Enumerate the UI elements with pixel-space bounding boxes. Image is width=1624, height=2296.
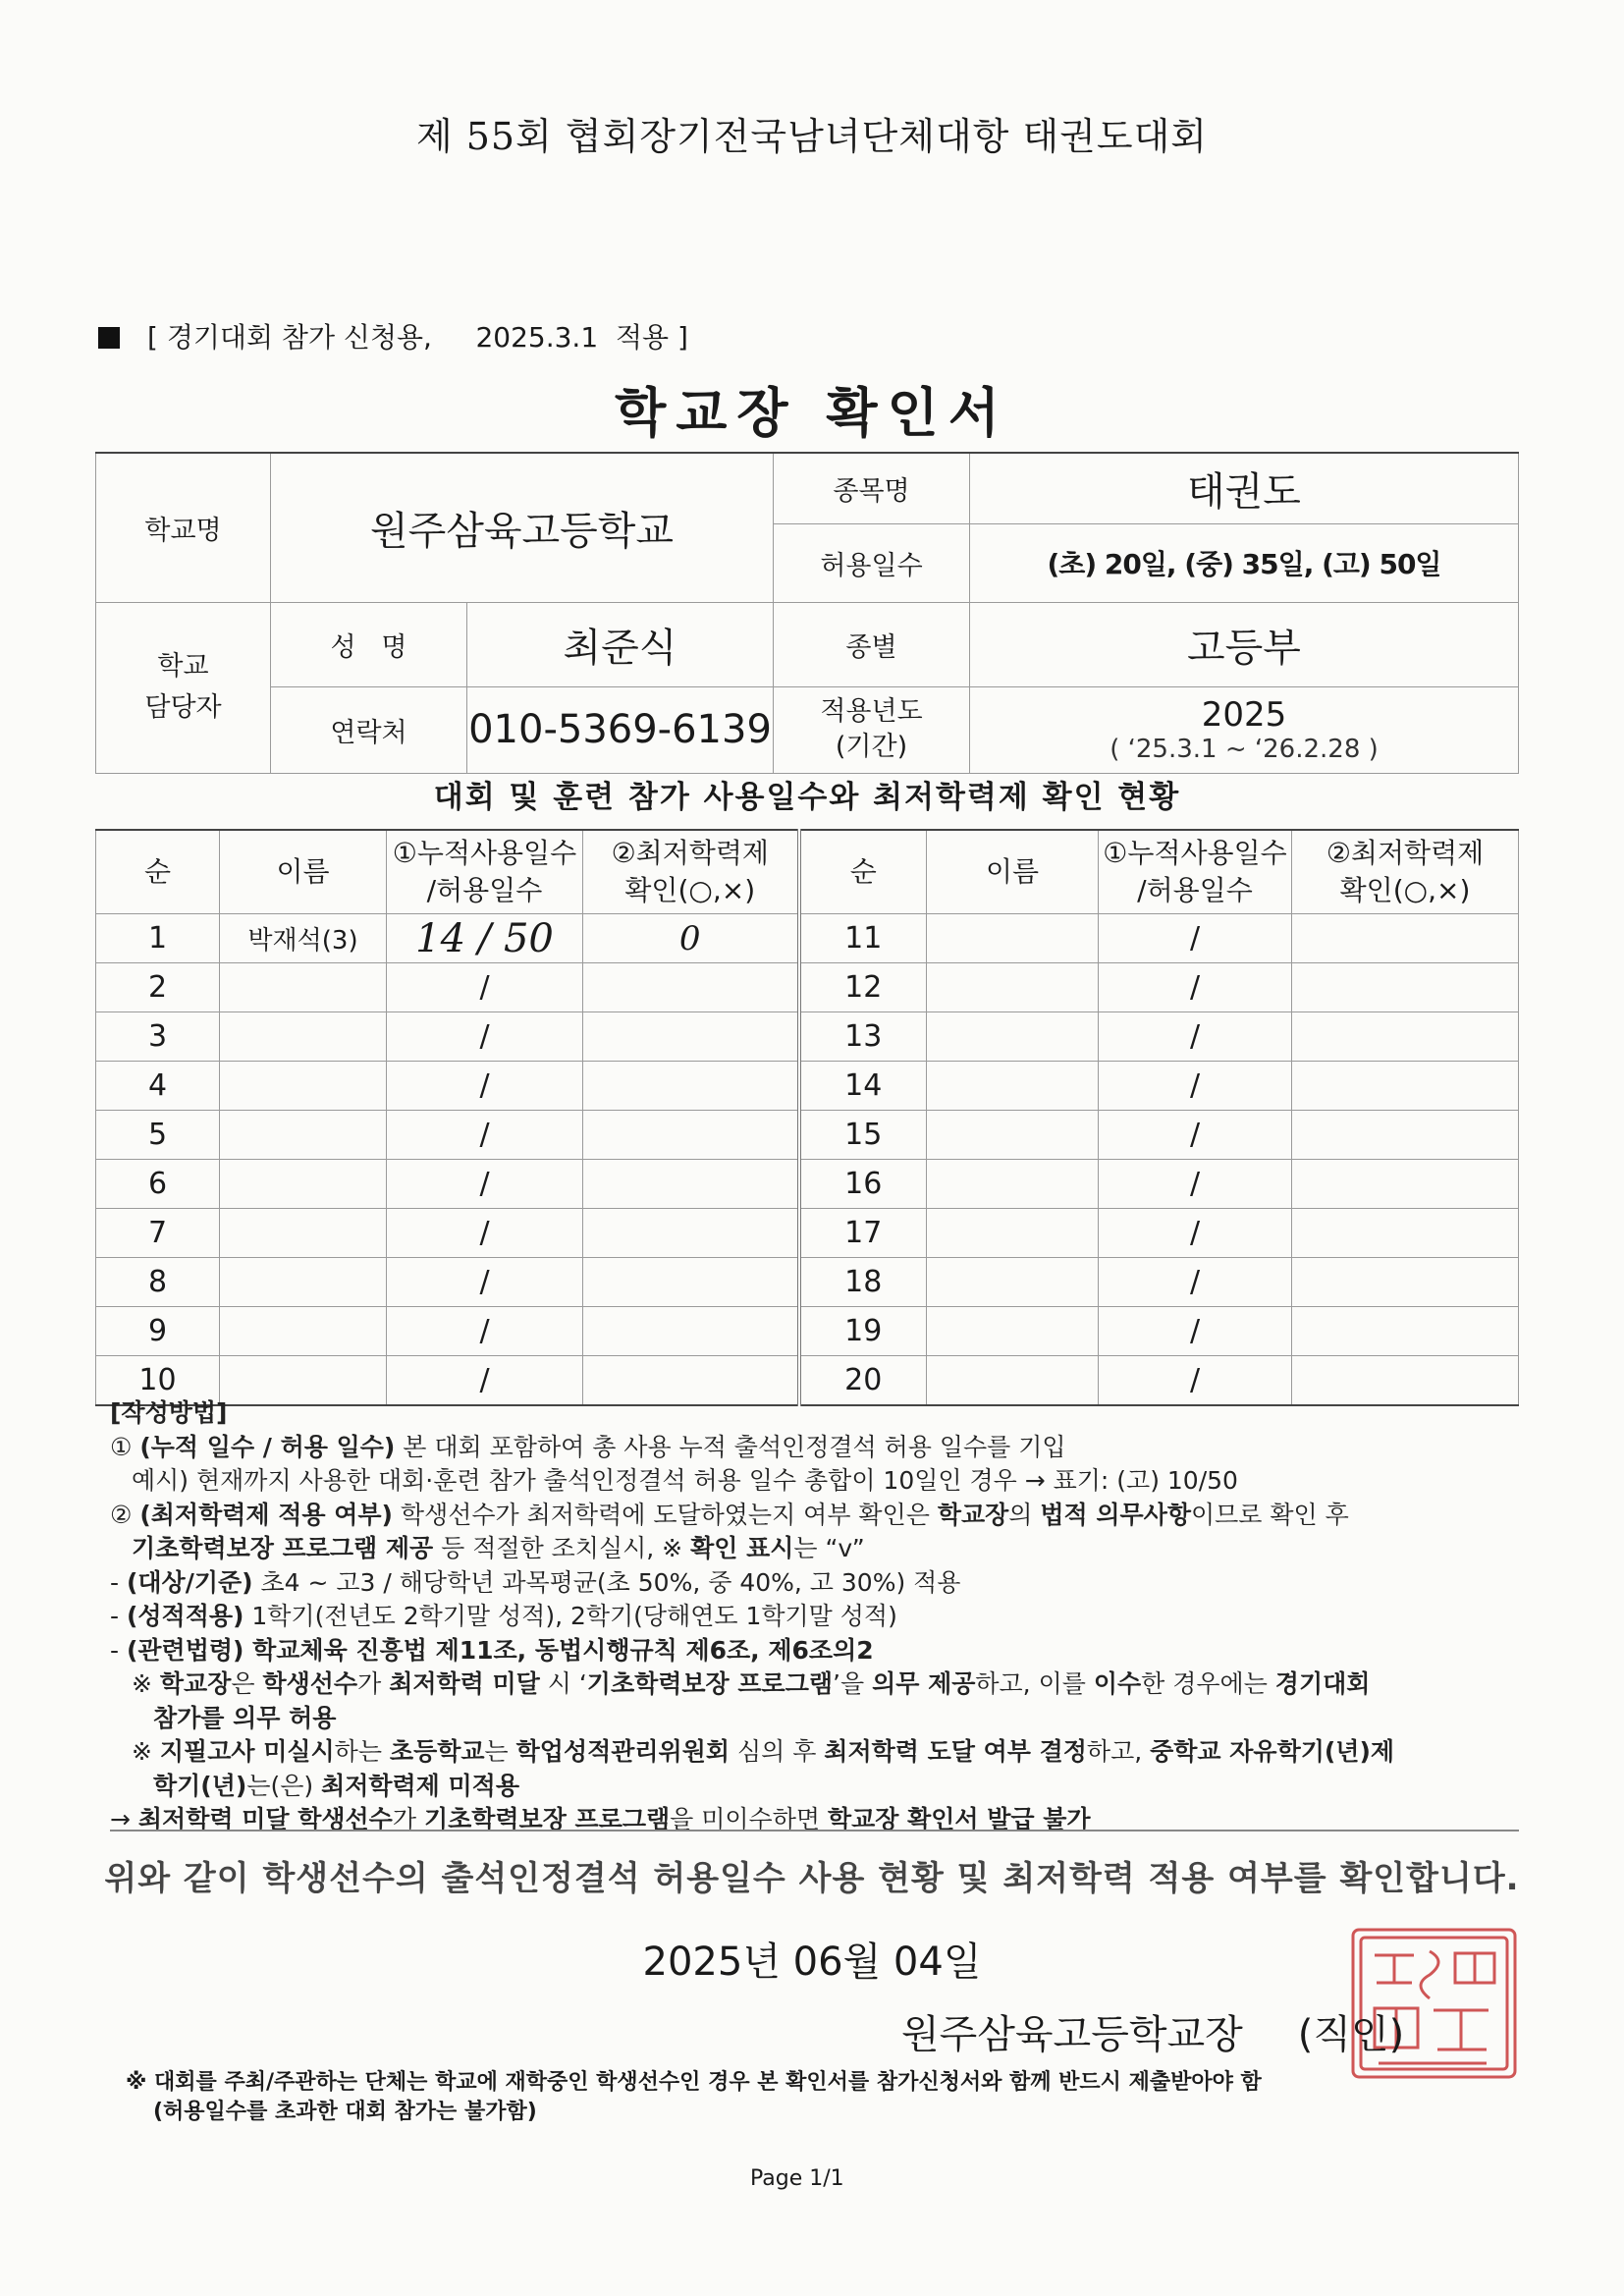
page-number: Page 1/1 [750,2166,844,2191]
roster-table [95,829,1519,1406]
instruction-line [110,1634,1524,1668]
row-academic-2 [1292,1012,1519,1062]
table-row [96,1012,1519,1062]
row-days-2: / [1099,1307,1292,1356]
row-days-2: / [1099,1209,1292,1258]
seal-label: (직인) [1297,2012,1405,2057]
row-academic [583,1111,799,1160]
footnote [126,2068,1520,2127]
document-title: 학교장 확인서 [615,382,1009,444]
row-no: 8 [96,1258,220,1307]
school-info-table [95,452,1519,774]
square-bullet-icon [98,327,120,349]
instruction-bold: 의무 제공 [872,1669,976,1698]
row-name-2 [927,1012,1099,1062]
instruction-text: ② [110,1500,140,1529]
row-days: / [387,1356,583,1406]
row-days-2: / [1099,1062,1292,1111]
row-name [220,1160,387,1209]
row-days: / [387,1258,583,1307]
apply-year-cell [970,686,1519,773]
col-academic-header-2: ②최저학력제 확인(○,×) [1292,830,1519,914]
instruction-bold: (관련법령) 학교체육 진흥법 제11조, 동법시행규칙 제6조, 제6조의2 [126,1635,874,1665]
row-academic-2 [1292,1307,1519,1356]
instruction-bold: 학생선수 [262,1669,358,1698]
instruction-text: 가 [357,1669,390,1698]
row-days: / [387,1160,583,1209]
row-days-2: / [1099,1258,1292,1307]
instruction-line [110,1600,1524,1634]
row-academic-2 [1292,1160,1519,1209]
col-days-header-2: ①누적사용일수 /허용일수 [1099,830,1292,914]
row-name-2 [927,1111,1099,1160]
row-academic [583,1258,799,1307]
instruction-line [110,1667,1524,1702]
row-academic-2 [1292,963,1519,1012]
instruction-line [110,1431,1524,1465]
school-name-label: 학교명 [96,453,271,602]
instruction-bold: (누적 일수 / 허용 일수) [139,1432,396,1461]
row-academic [583,1062,799,1111]
row-days-2: / [1099,963,1292,1012]
principal-title: 원주삼육고등학교장 [901,2012,1243,2057]
row-no: 5 [96,1111,220,1160]
instruction-text: ① [110,1432,140,1461]
table-row [96,1111,1519,1160]
col-no-header-2: 순 [799,830,927,914]
instruction-bold: 학업성적관리위원회 [515,1737,730,1766]
row-no: 7 [96,1209,220,1258]
row-name [220,1307,387,1356]
row-no: 1 [96,914,220,963]
instruction-text: 는 “v” [793,1534,865,1562]
row-academic [583,1307,799,1356]
row-academic-2 [1292,914,1519,963]
division-label: 종별 [774,602,970,686]
row-name [220,1258,387,1307]
row-name-2 [927,914,1099,963]
staff-name: 최준식 [467,602,774,686]
instruction-text: 을 미이수하면 [670,1805,828,1833]
row-name [220,1111,387,1160]
instruction-text: - [110,1635,127,1665]
row-no-2: 14 [799,1062,927,1111]
apply-year: 2025 [1201,695,1287,735]
allowed-days-label: 허용일수 [774,523,970,602]
instruction-bold: 기초학력보장 프로그램 [586,1669,834,1698]
instruction-bold: 지필고사 미실시 [159,1737,335,1766]
instruction-bold: 학교장 [937,1500,1009,1529]
row-no-2: 18 [799,1258,927,1307]
row-name [220,1012,387,1062]
apply-period: ( ‘25.3.1 ~ ‘26.2.28 ) [1110,735,1379,764]
instruction-text: 하는 [334,1737,390,1766]
instruction-line [110,1499,1524,1533]
instruction-bold: 학교장 [159,1669,232,1698]
instruction-bold: 중학교 자유학기(년)제 [1150,1737,1395,1766]
row-no: 3 [96,1012,220,1062]
instruction-bold: 이수 [1093,1669,1142,1698]
row-name-2 [927,1062,1099,1111]
instruction-bold: 최저학력 미달 학생선수 [137,1805,393,1833]
row-name [220,1209,387,1258]
footnote-line: (허용일수를 초과한 대회 참가는 불가함) [153,2100,537,2124]
instruction-bold: 초등학교 [389,1737,485,1766]
col-name-header-2: 이름 [927,830,1099,914]
row-name-2 [927,1307,1099,1356]
instruction-text: → [110,1805,138,1833]
instruction-bold: (최저학력제 적용 여부) [139,1500,393,1529]
form-meta-text: [ 경기대회 참가 신청용, 2025.3.1 적용 ] [147,321,688,354]
row-days-2: / [1099,1160,1292,1209]
division-value: 고등부 [970,602,1519,686]
instruction-text: 가 [392,1805,424,1833]
instruction-text: 본 대회 포함하여 총 사용 누적 출석인정결석 허용 일수를 기입 [395,1432,1066,1461]
row-days: / [387,963,583,1012]
staff-label: 학교 담당자 [96,602,271,773]
instruction-bold: 확인 표시 [690,1534,794,1562]
school-name: 원주삼육고등학교 [271,453,774,602]
allowed-days-value: (초) 20일, (중) 35일, (고) 50일 [970,523,1519,602]
table-row [96,1160,1519,1209]
instruction-bold: 기초학력보장 프로그램 [423,1805,671,1833]
issue-date: 2025년 06월 04일 [642,1940,982,1985]
row-days-2: / [1099,1111,1292,1160]
footnote-line: ※ 대회를 주최/주관하는 단체는 학교에 재학중인 학생선수인 경우 본 확인서를 참가신청서와 함께 반드시 제출받아야 함 [126,2070,1262,2095]
row-days-2: / [1099,1356,1292,1406]
row-name-2 [927,1209,1099,1258]
instruction-bold: 최저학력 미달 [389,1669,540,1698]
sport-value: 태권도 [970,453,1519,523]
row-no-2: 20 [799,1356,927,1406]
row-name-2 [927,963,1099,1012]
sport-label: 종목명 [774,453,970,523]
instruction-line [110,1803,1524,1837]
row-days: / [387,1012,583,1062]
instruction-text: - [110,1567,127,1597]
table-row [96,1307,1519,1356]
table-row [96,1258,1519,1307]
row-no: 6 [96,1160,220,1209]
row-days: / [387,1062,583,1111]
instruction-text: 는(은) [246,1771,322,1800]
row-academic [583,963,799,1012]
instruction-text: 초4 ~ 고3 / 해당학년 과목평균(초 50%, 중 40%, 고 30%) 적용 [252,1567,961,1597]
instruction-line [110,1770,1524,1804]
instruction-text: 는 [484,1737,516,1766]
form-meta [98,316,688,355]
instruction-text: - [110,1602,127,1630]
instruction-text: ※ [132,1669,160,1698]
contact-label: 연락처 [271,686,467,773]
row-name: 박재석(3) [220,914,387,963]
instruction-text: 심의 후 [730,1737,825,1766]
row-days-2: / [1099,1012,1292,1062]
instruction-bold: (대상/기준) [126,1567,253,1597]
table-row [96,963,1519,1012]
instructions-title: [작성방법] [110,1398,228,1427]
staff-name-label: 성 명 [271,602,467,686]
row-academic [583,1160,799,1209]
instruction-line [110,1532,1524,1566]
instruction-text: 하고, [1086,1737,1151,1766]
row-days: / [387,1307,583,1356]
instruction-text: 1학기(전년도 2학기말 성적), 2학기(당해연도 1학기말 성적) [244,1602,897,1630]
col-name-header: 이름 [220,830,387,914]
row-academic-2 [1292,1111,1519,1160]
section-title: 대회 및 훈련 참가 사용일수와 최저학력제 확인 현황 [433,780,1181,815]
row-academic: 0 [583,914,799,963]
row-no: 4 [96,1062,220,1111]
row-days-2: / [1099,914,1292,963]
col-academic-header: ②최저학력제 확인(○,×) [583,830,799,914]
instruction-text: ※ [132,1737,160,1766]
row-no-2: 12 [799,963,927,1012]
instruction-text: 한 경우에는 [1141,1669,1275,1698]
divider-line [110,1830,1519,1831]
instructions [110,1396,1524,1837]
col-no-header: 순 [96,830,220,914]
instruction-line [110,1702,1524,1736]
instruction-text: 이므로 확인 후 [1191,1500,1349,1529]
instruction-bold: 기초학력보장 프로그램 제공 [132,1534,434,1562]
instruction-line [110,1735,1524,1770]
instruction-text: 하고, 이를 [975,1669,1094,1698]
instruction-line [110,1566,1524,1601]
instruction-text: 시 ‘ [539,1669,587,1698]
row-name-2 [927,1258,1099,1307]
row-no: 10 [96,1356,220,1406]
row-no: 2 [96,963,220,1012]
row-academic-2 [1292,1258,1519,1307]
row-academic [583,1012,799,1062]
instruction-text: 등 적절한 조치실시, ※ [433,1534,691,1562]
row-no-2: 15 [799,1111,927,1160]
row-no-2: 19 [799,1307,927,1356]
principal-signature [901,2003,1404,2059]
contact-value: 010-5369-6139 [467,686,774,773]
instruction-bold: 학교장 확인서 발급 불가 [827,1805,1091,1833]
instruction-line: 예시) 현재까지 사용한 대회·훈련 참가 출석인정결석 허용 일수 총합이 10일인 경우 → 표기: (고) 10/50 [132,1466,1238,1495]
row-name [220,1062,387,1111]
col-days-header: ①누적사용일수 /허용일수 [387,830,583,914]
row-academic-2 [1292,1209,1519,1258]
row-days: / [387,1111,583,1160]
table-row [96,1209,1519,1258]
instruction-text: 은 [231,1669,263,1698]
instruction-text: 학생선수가 최저학력에 도달하였는지 여부 확인은 [392,1500,938,1529]
row-name [220,963,387,1012]
instruction-bold: 경기대회 [1274,1669,1371,1698]
table-row [96,914,1519,963]
event-title: 제 55회 협회장기전국남녀단체대항 태권도대회 [415,115,1209,158]
row-no-2: 13 [799,1012,927,1062]
instruction-text: 의 [1008,1500,1041,1529]
instruction-bold: 최저학력 도달 여부 결정 [824,1737,1087,1766]
row-academic [583,1209,799,1258]
instruction-bold: 최저학력제 미적용 [321,1771,519,1800]
row-no-2: 16 [799,1160,927,1209]
instruction-bold: (성적적용) [126,1602,244,1630]
instruction-bold: 학기(년) [153,1771,247,1800]
row-name-2 [927,1160,1099,1209]
apply-year-label: 적용년도 (기간) [774,686,970,773]
instruction-bold: 참가를 의무 허용 [153,1703,337,1732]
instruction-bold: 법적 의무사항 [1040,1500,1191,1529]
row-days: / [387,1209,583,1258]
row-no: 9 [96,1307,220,1356]
confirmation-statement: 위와 같이 학생선수의 출석인정결석 허용일수 사용 현황 및 최저학력 적용 여부를 확인합니다. [104,1859,1520,1898]
table-row [96,1062,1519,1111]
instruction-text: ’을 [833,1669,873,1698]
row-no-2: 17 [799,1209,927,1258]
row-academic-2 [1292,1062,1519,1111]
row-days: 14 / 50 [387,914,583,963]
row-no-2: 11 [799,914,927,963]
